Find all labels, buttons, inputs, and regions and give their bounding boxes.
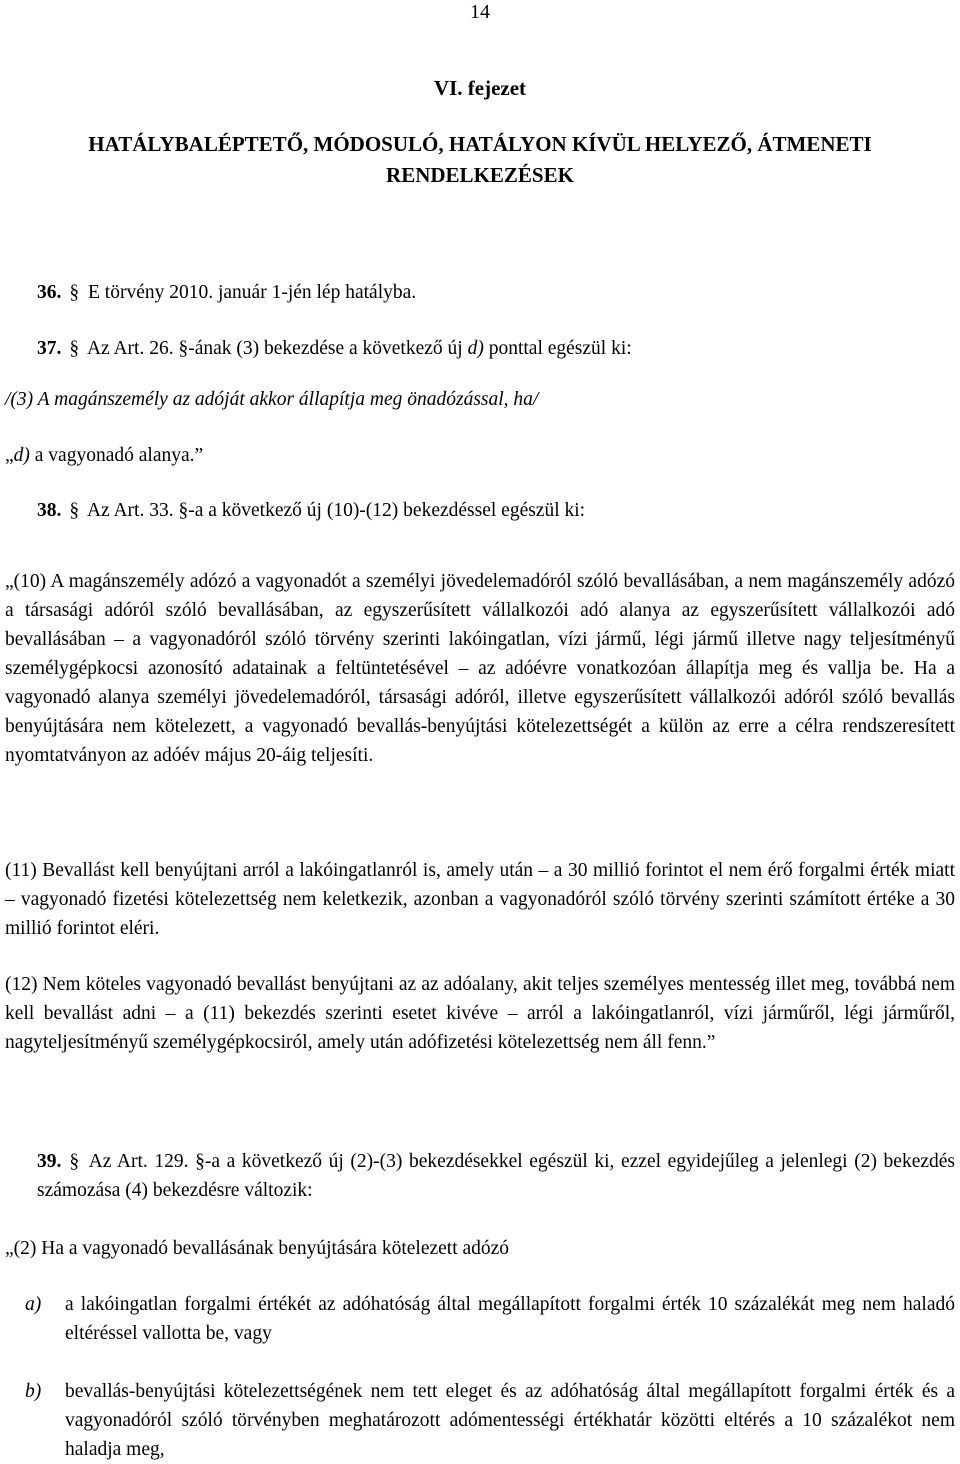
quote-intro xyxy=(5,385,955,414)
section-37-number: 37. xyxy=(37,338,62,359)
quote-item-d-text: a vagyonadó alanya.” xyxy=(29,445,204,466)
list-item-b-text: bevallás-benyújtási kötelezettségének nem tett eleget és az adóhatóság által megállapított forgalmi érték és a vagyonadóról szóló törvényben meghatározott adómentességi értékhatár közötti eltérés a 10 százalékot nem haladja meg, xyxy=(65,1381,955,1460)
section-39 xyxy=(37,1147,955,1205)
list-item-b-label: b) xyxy=(25,1381,42,1402)
paragraph-sign-icon: § xyxy=(69,282,80,303)
section-37-letter: d) xyxy=(467,338,484,359)
paragraph-sign-icon: § xyxy=(178,500,189,521)
section-heading xyxy=(0,129,960,191)
section-39-number: 39. xyxy=(37,1151,62,1172)
heading-line-2: RENDELKEZÉSEK xyxy=(386,163,574,187)
paragraph-sign-icon: § xyxy=(69,1151,80,1172)
paragraph-sign-icon: § xyxy=(69,338,80,359)
quote-item-d xyxy=(5,441,955,470)
paragraph-sign-icon: § xyxy=(69,500,80,521)
list-item-a-label: a) xyxy=(25,1294,42,1315)
quote-item-d-letter: d) xyxy=(13,445,30,466)
paragraph-sign-icon: § xyxy=(195,1151,205,1172)
section-38 xyxy=(37,496,917,525)
section-38-text-a: Az Art. 33. xyxy=(86,500,174,521)
paragraph-11: (11) Bevallást kell benyújtani arról a lakóingatlanról is, amely után – a 30 millió forintot el nem érő forgalmi érték miatt – vagyonadó fizetési kötelezettség nem keletkezik, azonban a vagyonadóról szóló törvény szerinti számított értéke a 30 millió forintot eléri. xyxy=(5,860,955,939)
chapter-title: VI. fejezet xyxy=(433,76,527,100)
section-37-text-c: ponttal egészül ki: xyxy=(483,338,632,359)
page-number: 14 xyxy=(470,1,490,23)
section-37-text-a: Az Art. 26. xyxy=(86,338,174,359)
list-item-a-text: a lakóingatlan forgalmi értékét az adóhatóság által megállapított forgalmi érték 10 százalékát meg nem haladó eltéréssel vallotta be, vagy xyxy=(65,1294,955,1344)
paragraph-10: „(10) A magánszemély adózó a vagyonadót a személyi jövedelemadóról szóló bevallásában, a nem magánszemély adózó a társasági adóról szóló bevallásában, az egyszerűsített vállalkozói adó alanya az egyszerűsített vállalkozói adó bevallásában – a vagyonadóról szóló törvény szerinti lakóingatlan, vízi jármű, légi jármű illetve nagy teljesítményű személygépkocsi azonosító adatainak a feltüntetésével – az adóévre vonatkozóan állapítja meg és vallja be. Ha a vagyonadó alanya személyi jövedelemadóról, társasági adóról, illetve egyszerűsített vállalkozói adóról szóló bevallás benyújtására nem kötelezett, a vagyonadó bevallás-benyújtási kötelezettségét a külön az erre a célra rendszeresített nyomtatványon az adóév május 20-áig teljesíti. xyxy=(5,571,955,766)
section-38-number: 38. xyxy=(37,500,62,521)
paragraph-12: (12) Nem köteles vagyonadó bevallást benyújtani az az adóalany, akit teljes személyes mentesség illet meg, továbbá nem kell bevallást adni – a (11) bekezdés szerinti esetet kivéve – arról a lakóingatlanról, vízi járműről, légi járműről, nagyteljesítményű személygépkocsiról, amely után adófizetési kötelezettség nem áll fenn.” xyxy=(5,974,955,1053)
section-36 xyxy=(37,278,917,307)
section-37 xyxy=(37,334,917,363)
section-39-text-a: Az Art. 129. xyxy=(88,1151,189,1172)
section-37-text-b: -ának (3) bekezdése a következő új xyxy=(188,338,468,359)
heading-line-1: HATÁLYBALÉPTETŐ, MÓDOSULÓ, HATÁLYON KÍVÜL HELYEZŐ, ÁTMENETI xyxy=(88,132,872,156)
list-item-a xyxy=(25,1290,955,1348)
paragraph-sign-icon: § xyxy=(178,338,189,359)
section-38-text-b: -a a következő új (10)-(12) bekezdéssel egészül ki: xyxy=(188,500,586,521)
section-36-text: E törvény 2010. január 1-jén lép hatályba. xyxy=(88,282,417,303)
quote-intro-text: /(3) A magánszemély az adóját akkor állapítja meg önadózással, ha/ xyxy=(5,389,539,410)
list-item-b xyxy=(25,1377,955,1464)
paragraph-2: „(2) Ha a vagyonadó bevallásának benyújtására kötelezett adózó xyxy=(5,1238,510,1259)
section-36-number: 36. xyxy=(37,282,62,303)
quote-open: „ xyxy=(5,445,14,466)
section-39-text-b: -a a következő új (2)-(3) bekezdésekkel egészül ki, ezzel egyidejűleg a jelenlegi (2) bekezdés számozása (4) bekezdésre változik: xyxy=(37,1151,955,1201)
